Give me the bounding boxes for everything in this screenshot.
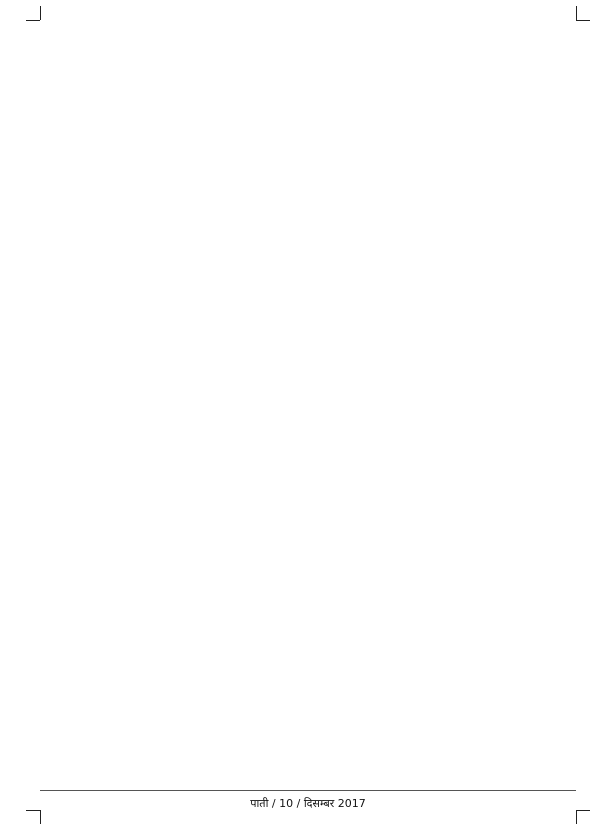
crop-mark bbox=[576, 20, 590, 21]
crop-mark bbox=[40, 6, 41, 20]
footer-rule bbox=[40, 790, 576, 791]
crop-mark bbox=[40, 810, 41, 824]
crop-mark bbox=[576, 6, 577, 20]
crop-mark bbox=[26, 20, 40, 21]
crop-mark bbox=[576, 810, 577, 824]
page-number: पाती / 10 / दिसम्बर 2017 bbox=[250, 797, 366, 810]
